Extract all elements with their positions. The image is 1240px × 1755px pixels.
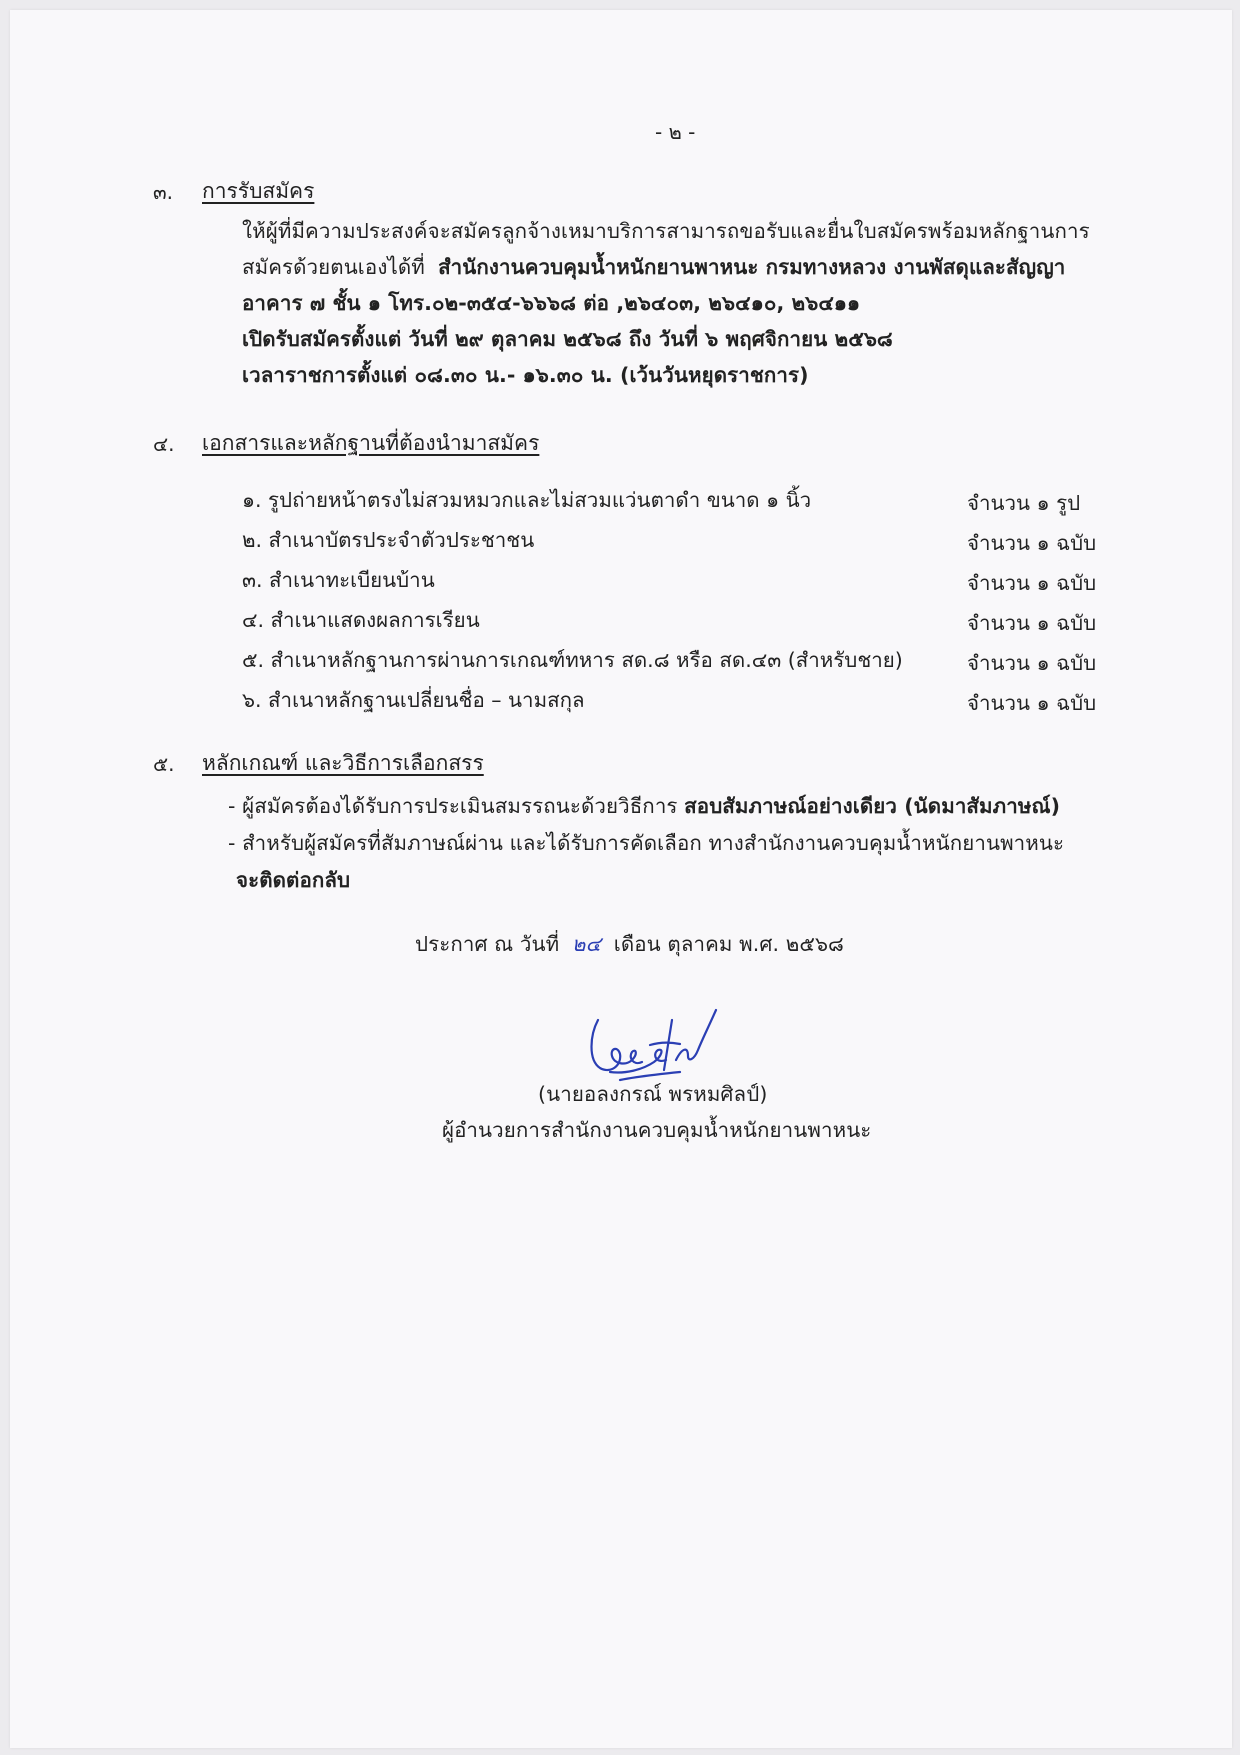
section3-line5: เวลาราชการตั้งแต่ ๐๘.๓๐ น.- ๑๖.๓๐ น. (เว้นวันหยุดราชการ) <box>242 363 809 387</box>
section5-title: หลักเกณฑ์ และวิธีการเลือกสรร <box>202 751 484 775</box>
doc-item-2: ๒. สำเนาบัตรประจำตัวประชาชน <box>242 528 535 552</box>
section5-bullet1-bold: สอบสัมภาษณ์อย่างเดียว (นัดมาสัมภาษณ์) <box>684 794 1061 818</box>
doc-item-3: ๓. สำเนาทะเบียนบ้าน <box>242 568 435 592</box>
doc-item-6: ๖. สำเนาหลักฐานเปลี่ยนชื่อ – นามสกุล <box>242 688 585 712</box>
section5-bullet1 <box>228 790 1060 823</box>
document-page <box>10 10 1232 1748</box>
doc-item-5-qty: จำนวน ๑ ฉบับ <box>967 651 1097 675</box>
announce-day-handwritten: ๒๔ <box>571 932 602 956</box>
section5-bullet2-cont: จะติดต่อกลับ <box>236 868 351 892</box>
section3-line2-bold: สำนักงานควบคุมน้ำหนักยานพาหนะ กรมทางหลวง งานพัสดุและสัญญา <box>438 255 1066 279</box>
announce-suffix: เดือน ตุลาคม พ.ศ. ๒๕๖๘ <box>613 932 844 956</box>
doc-item-1: ๑. รูปถ่ายหน้าตรงไม่สวมหมวกและไม่สวมแว่นตาดำ ขนาด ๑ นิ้ว <box>242 488 812 512</box>
doc-item-2-qty: จำนวน ๑ ฉบับ <box>967 531 1097 555</box>
doc-item-5: ๕. สำเนาหลักฐานการผ่านการเกณฑ์ทหาร สด.๘ หรือ สด.๔๓ (สำหรับชาย) <box>242 648 903 672</box>
section5-number: ๕. <box>153 752 175 776</box>
section3-line1: ให้ผู้ที่มีความประสงค์จะสมัครลูกจ้างเหมาบริการสามารถขอรับและยื่นใบสมัครพร้อมหลักฐานการ <box>242 219 1090 243</box>
section3-line2-normal: สมัครด้วยตนเองได้ที่ <box>242 255 425 279</box>
section5-bullet2: - สำหรับผู้สมัครที่สัมภาษณ์ผ่าน และได้รับการคัดเลือก ทางสำนักงานควบคุมน้ำหนักยานพาหนะ <box>228 831 1065 855</box>
doc-item-4: ๔. สำเนาแสดงผลการเรียน <box>242 608 480 632</box>
section4-title: เอกสารและหลักฐานที่ต้องนำมาสมัคร <box>202 431 540 455</box>
section3-number: ๓. <box>153 180 174 204</box>
doc-item-1-qty: จำนวน ๑ รูป <box>967 491 1081 515</box>
signer-name: (นายอลงกรณ์ พรหมศิลป์) <box>538 1082 768 1106</box>
section3-line2 <box>242 251 1065 284</box>
section3-title: การรับสมัคร <box>202 179 315 203</box>
doc-item-4-qty: จำนวน ๑ ฉบับ <box>967 611 1097 635</box>
announce-prefix: ประกาศ ณ วันที่ <box>415 932 560 956</box>
doc-item-3-qty: จำนวน ๑ ฉบับ <box>967 571 1097 595</box>
announce-line <box>415 928 844 961</box>
signer-position: ผู้อำนวยการสำนักงานควบคุมน้ำหนักยานพาหนะ <box>442 1118 872 1142</box>
section3-line4: เปิดรับสมัครตั้งแต่ วันที่ ๒๙ ตุลาคม ๒๕๖๘ ถึง วันที่ ๖ พฤศจิกายน ๒๕๖๘ <box>242 327 893 351</box>
section5-bullet1-normal: - ผู้สมัครต้องได้รับการประเมินสมรรถนะด้วยวิธีการ <box>228 794 678 818</box>
page-number: - ๒ - <box>655 120 696 144</box>
section4-number: ๔. <box>153 432 175 456</box>
doc-item-6-qty: จำนวน ๑ ฉบับ <box>967 691 1097 715</box>
section3-line3: อาคาร ๗ ชั้น ๑ โทร.๐๒-๓๕๔-๖๖๖๘ ต่อ ,๒๖๔๐๓, ๒๖๔๑๐, ๒๖๔๑๑ <box>242 291 861 315</box>
